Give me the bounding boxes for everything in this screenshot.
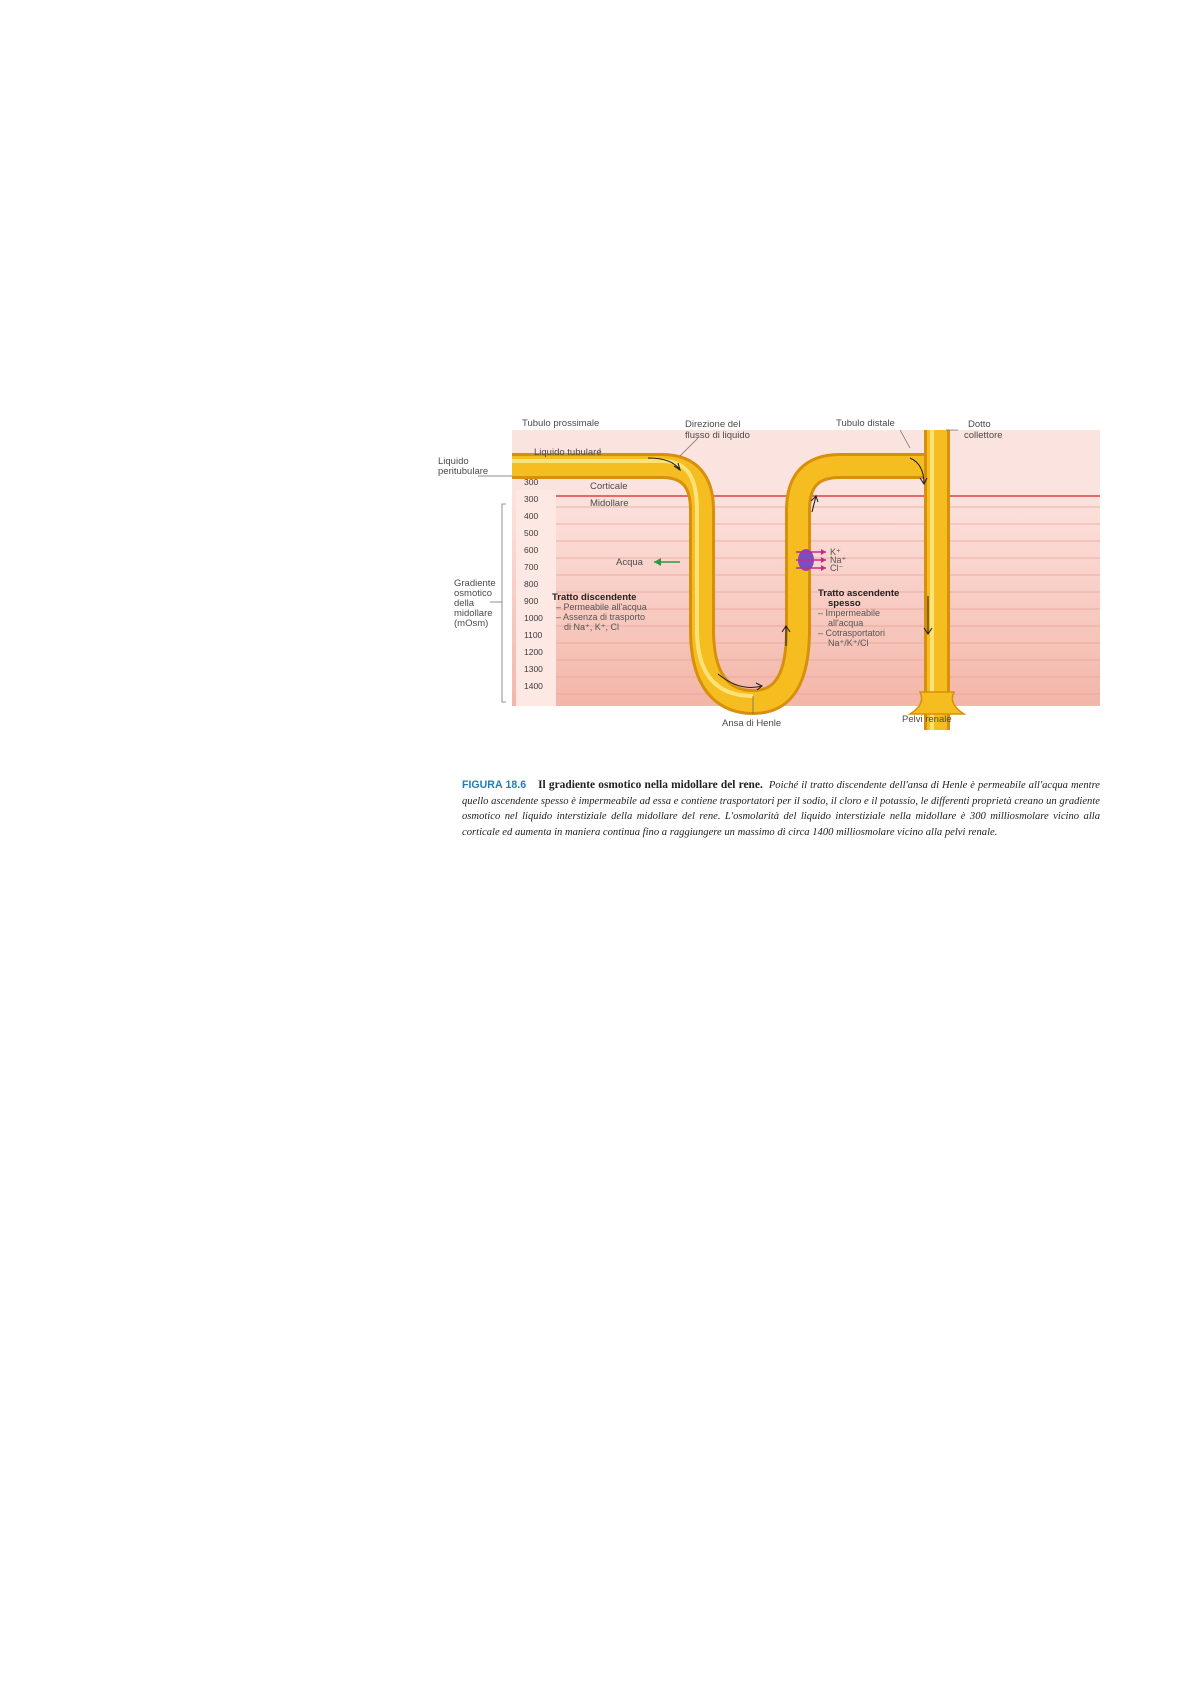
cortex-label: Corticale xyxy=(590,481,628,492)
ascending-limb-title-2: spesso xyxy=(828,598,861,609)
ascending-limb-line-1: – Impermeabile xyxy=(818,608,881,618)
ascending-limb-line-4: Na⁺/K⁺/Cl xyxy=(828,638,869,648)
osmotic-gradient-figure xyxy=(438,418,1100,764)
caption-title: Il gradiente osmotico nella midollare del rene. xyxy=(538,779,763,791)
collecting-duct-label-1: Dotto xyxy=(968,419,991,430)
osmolarity-tick-label: 1000 xyxy=(524,613,543,623)
ion-label-na: Na⁺ xyxy=(830,555,847,565)
ion-label-k: K⁺ xyxy=(830,547,841,557)
caption-text: Poiché il tratto discendente dell'ansa di Henle è permeabile all'acqua mentre quello ascendente spesso è impermeabile ad essa e contiene trasportatori per il sodio, il cloro e il potassio, le differenti proprietà creano un gradiente osmotico nel liquido interstiziale della midollare del rene. L'osmolarità del liquido interstiziale nella midollare è 300 milliosmolare vicino alla corticale ed aumenta in maniera continua fino a raggiungere un massimo di circa 1400 milliosmolare vicino alla pelvi renale. xyxy=(462,780,1100,838)
osmolarity-tick-label: 1300 xyxy=(524,664,543,674)
gradient-label-4: midollare xyxy=(454,608,493,619)
gradient-label-3: della xyxy=(454,598,475,609)
flow-direction-label-2: flusso di liquido xyxy=(685,430,750,441)
descending-limb-line-2: – Assenza di trasporto xyxy=(556,612,646,622)
proximal-tubule-label: Tubulo prossimale xyxy=(522,418,600,429)
distal-tubule-label: Tubulo distale xyxy=(836,418,895,429)
peritubular-fluid-label-2: peritubulare xyxy=(438,466,489,477)
osmolarity-tick-label: 900 xyxy=(524,596,539,606)
ascending-limb-line-3: – Cotrasportatori xyxy=(818,628,886,638)
osmolarity-tick-label: 1200 xyxy=(524,647,543,657)
ion-label-cl: Cl⁻ xyxy=(830,563,844,573)
gradient-label-5: (mOsm) xyxy=(454,618,489,629)
tubular-fluid-label: Liquido tubulare xyxy=(534,447,602,458)
osmolarity-tick-label: 300 xyxy=(524,494,539,504)
water-label: Acqua xyxy=(616,557,643,568)
osmolarity-tick-label: 800 xyxy=(524,579,539,589)
osmolarity-tick-label: 500 xyxy=(524,528,539,538)
ascending-limb-title-1: Tratto ascendente xyxy=(818,588,900,599)
collecting-duct-label-2: collettore xyxy=(964,430,1003,441)
na-k-cl-cotransporter xyxy=(796,549,826,571)
descending-limb-line-1: – Permeabile all'acqua xyxy=(556,602,647,612)
loop-of-henle-label: Ansa di Henle xyxy=(722,718,782,729)
osmolarity-tick-label: 1100 xyxy=(524,630,543,640)
gradient-label-2: osmotico xyxy=(454,588,493,599)
gradient-label-1: Gradiente xyxy=(454,578,496,589)
medulla-label: Midollare xyxy=(590,498,629,509)
figure-number: FIGURA 18.6 xyxy=(462,779,527,791)
gradient-bracket xyxy=(502,504,506,702)
descending-limb-line-3: di Na⁺, K⁺, Cl xyxy=(564,622,620,632)
osmolarity-tick-label: 700 xyxy=(524,562,539,572)
osmolarity-tick-label: 600 xyxy=(524,545,539,555)
figure-caption xyxy=(462,778,1100,840)
ascending-limb-line-2: all'acqua xyxy=(828,618,864,628)
renal-pelvis-label: Pelvi renale xyxy=(902,714,952,725)
osmolarity-tick-label: 300 xyxy=(524,477,539,487)
peritubular-fluid-label-1: Liquido xyxy=(438,456,469,467)
flow-direction-label-1: Direzione del xyxy=(685,419,741,430)
osmolarity-tick-label: 1400 xyxy=(524,681,543,691)
descending-limb-title: Tratto discendente xyxy=(552,592,637,603)
osmolarity-tick-label: 400 xyxy=(524,511,539,521)
